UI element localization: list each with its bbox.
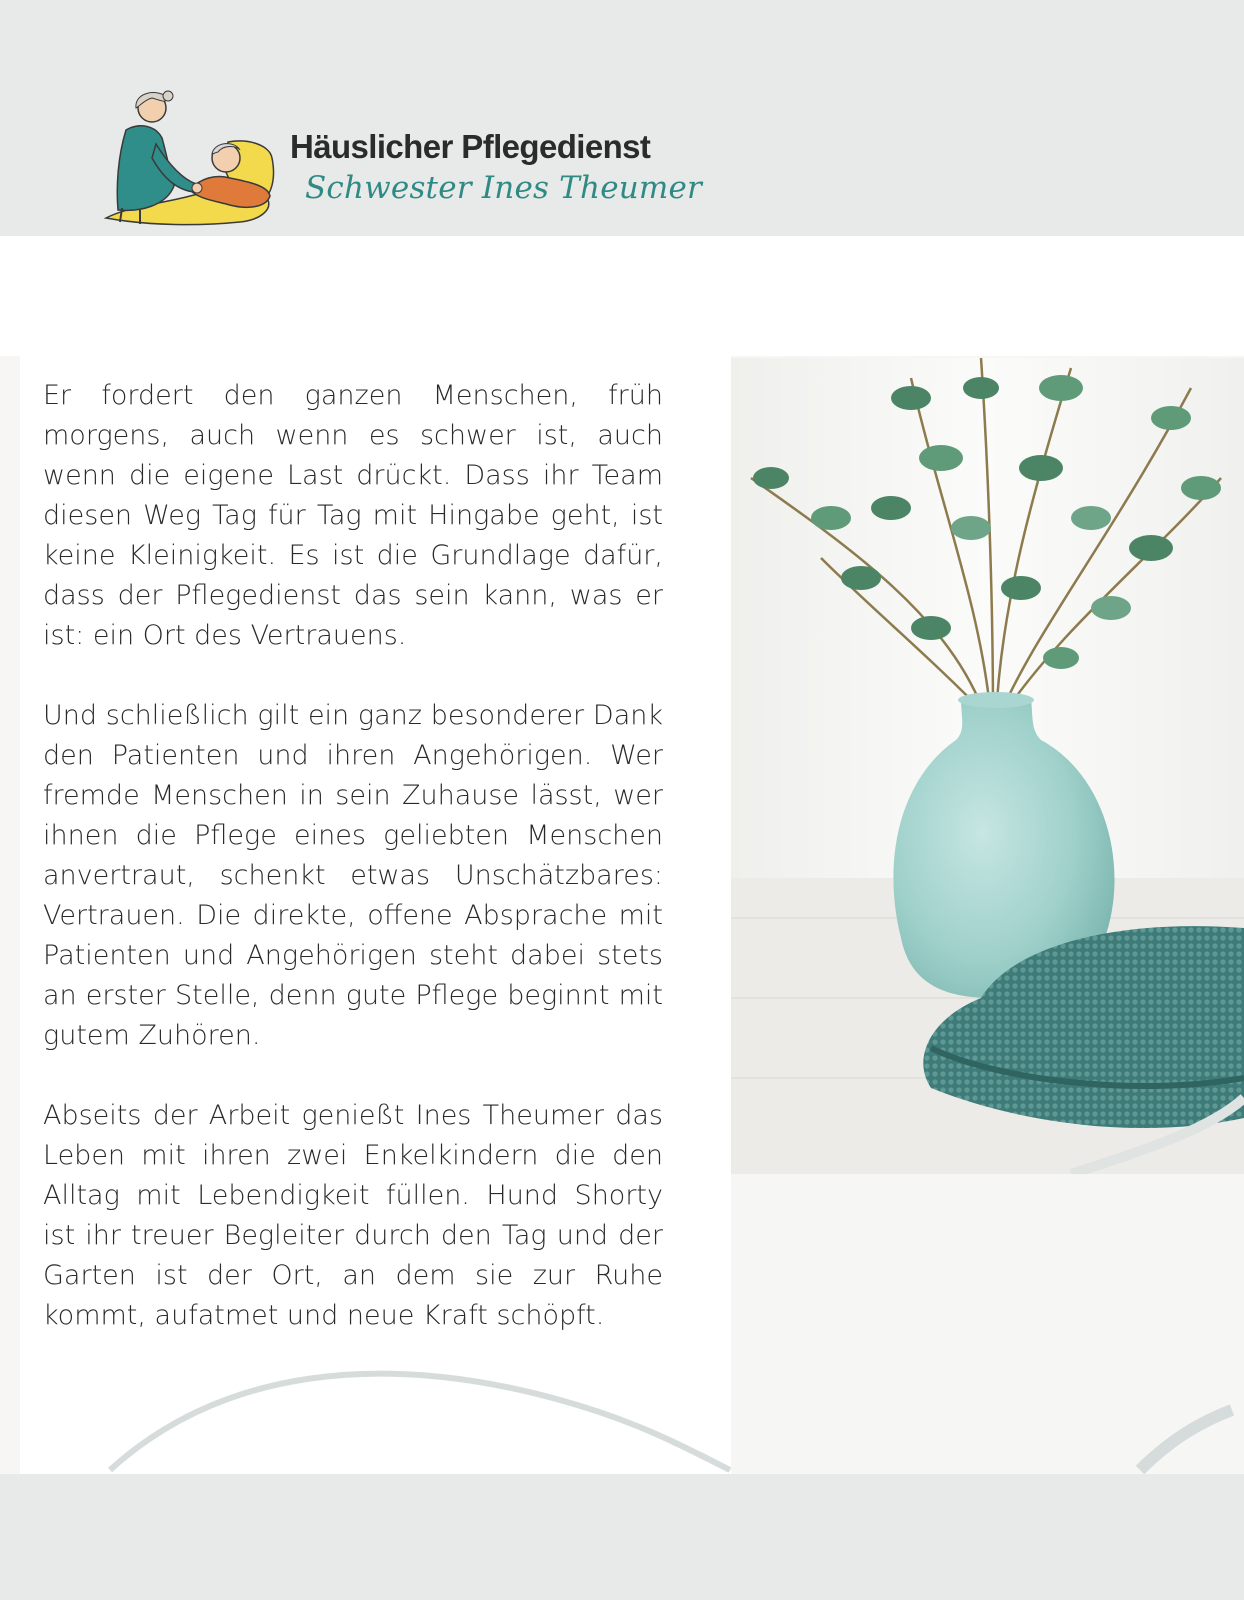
paragraph-3: Abseits der Arbeit genießt Ines Theumer das Leben mit ihren zwei Enkelkindern die den Alltag mit Lebendigkeit füllen. Hund Shorty ist ihr treuer Begleiter durch den Tag und der Garten ist der Ort, an dem sie zur Ruhe kommt, aufatmet und neue Kraft schöpft. xyxy=(43,1100,663,1331)
paragraph-1: Er fordert den ganzen Menschen, früh morgens, auch wenn es schwer ist, auch wenn die eigene Last drückt. Dass ihr Team diesen Weg Tag für Tag mit Hingabe geht, ist keine Kleinigkeit. Es ist die Grundlage dafür, dass der Pflegedienst das sein kann, was er ist: ein Ort des Vertrauens. xyxy=(43,380,663,651)
body-text xyxy=(43,376,663,1376)
eucalyptus-vase-photo xyxy=(731,358,1244,1174)
nurse-patient-logo-icon xyxy=(100,86,290,228)
brand-subtitle: Schwester Ines Theumer xyxy=(305,170,703,206)
page-footer xyxy=(0,1474,1244,1600)
paragraph-2: Und schließlich gilt ein ganz besonderer Dank den Patienten und ihren Angehörigen. Wer fremde Menschen in sein Zuhause lässt, wer ihnen die Pflege eines geliebten Menschen anvertraut, schenkt etwas Unschätzbares: Vertrauen. Die direkte, offene Absprache mit Patienten und Angehörigen steht dabei stets an erster Stelle, denn gute Pflege beginnt mit gutem Zuhören. xyxy=(43,700,663,1051)
decorative-swoosh xyxy=(0,1360,1244,1480)
left-edge-strip xyxy=(0,356,20,1474)
page-header xyxy=(0,0,1244,236)
brand-title: Häuslicher Pflegedienst xyxy=(290,128,651,165)
